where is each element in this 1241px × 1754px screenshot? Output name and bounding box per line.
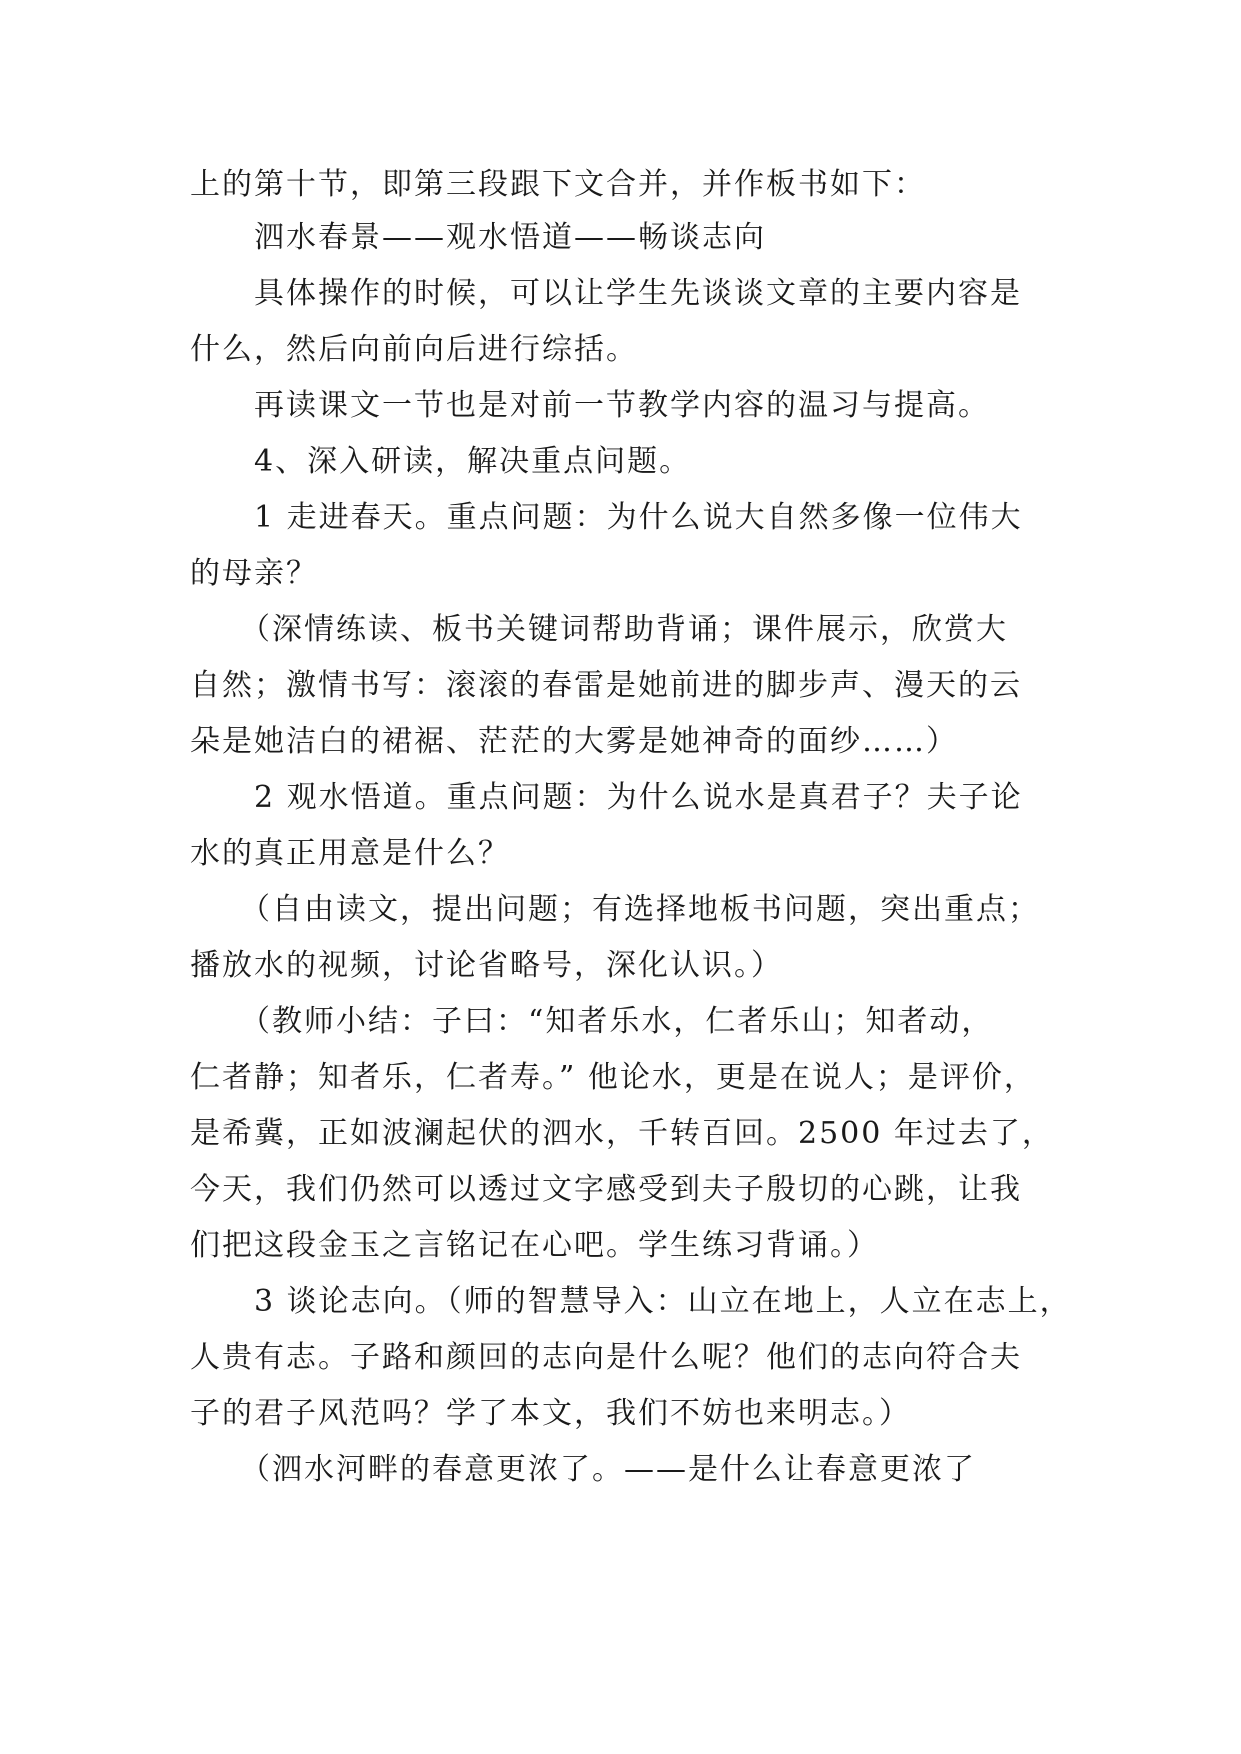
text-line: 播放水的视频，讨论省略号，深化认识。）	[190, 948, 783, 983]
text-line: 2 观水悟道。重点问题：为什么说水是真君子？夫子论	[254, 780, 1023, 815]
text-line: 仁者静；知者乐，仁者寿。” 他论水，更是在说人；是评价，	[190, 1060, 1036, 1095]
text-line: 水的真正用意是什么？	[190, 836, 510, 871]
text-line: 具体操作的时候，可以让学生先谈谈文章的主要内容是	[254, 276, 1022, 311]
text-line: 泗水春景——观水悟道——畅谈志向	[254, 220, 766, 255]
text-line: 3 谈论志向。（师的智慧导入：山立在地上，人立在志上，	[254, 1284, 1072, 1319]
text-line: 的母亲？	[190, 556, 318, 591]
text-line: 今天，我们仍然可以透过文字感受到夫子殷切的心跳，让我	[190, 1172, 1022, 1207]
text-line: 朵是她洁白的裙裾、茫茫的大雾是她神奇的面纱……）	[190, 724, 958, 759]
document-page	[190, 160, 1072, 1498]
text-line: 人贵有志。子路和颜回的志向是什么呢？他们的志向符合夫	[190, 1340, 1022, 1375]
text-line: 什么，然后向前向后进行综括。	[190, 332, 638, 367]
text-line: （自由读文，提出问题；有选择地板书问题，突出重点；	[240, 892, 1040, 927]
text-line: 再读课文一节也是对前一节教学内容的温习与提高。	[254, 388, 990, 423]
text-line: （教师小结：子曰：“知者乐水，仁者乐山；知者动，	[240, 1004, 994, 1039]
text-line: 上的第十节，即第三段跟下文合并，并作板书如下：	[190, 167, 926, 202]
text-line: 是希冀，正如波澜起伏的泗水，千转百回。2500 年过去了，	[190, 1116, 1054, 1151]
text-line: 自然；激情书写：滚滚的春雷是她前进的脚步声、漫天的云	[190, 668, 1022, 703]
text-line: 1 走进春天。重点问题：为什么说大自然多像一位伟大	[254, 500, 1023, 535]
text-line: （深情练读、板书关键词帮助背诵；课件展示，欣赏大	[240, 612, 1008, 647]
text-line: 子的君子风范吗？学了本文，我们不妨也来明志。）	[190, 1396, 911, 1431]
text-line: 4、深入研读，解决重点问题。	[254, 444, 692, 479]
text-line: （泗水河畔的春意更浓了。——是什么让春意更浓了	[240, 1452, 976, 1487]
text-line: 们把这段金玉之言铭记在心吧。学生练习背诵。）	[190, 1228, 879, 1263]
